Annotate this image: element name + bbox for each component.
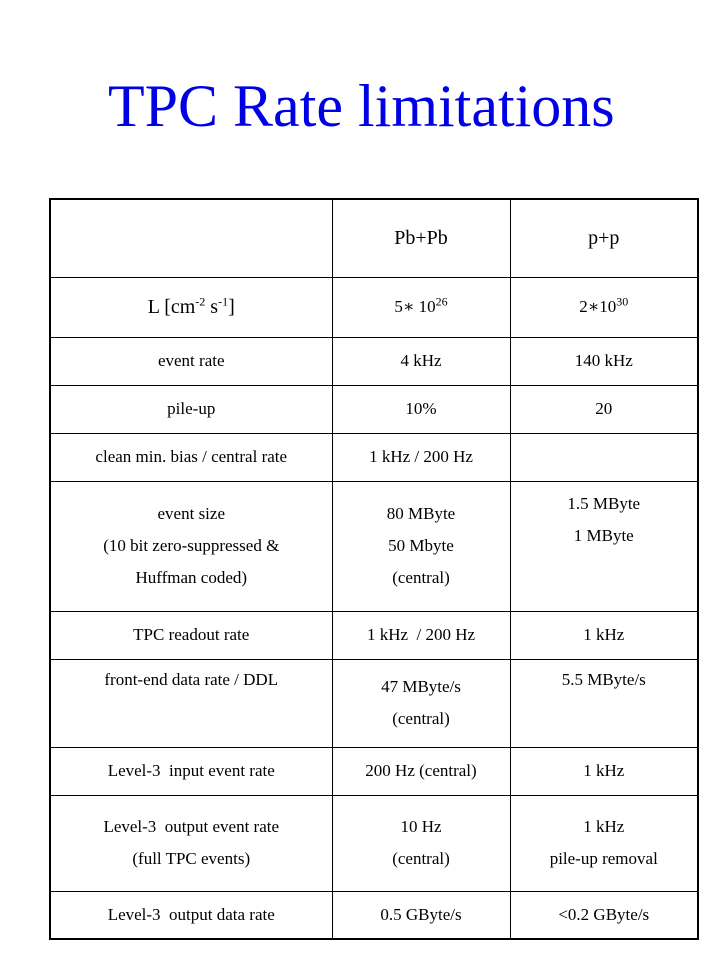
l3-output-event-pp: 1 kHz pile-up removal [510,795,698,891]
event-size-label: event size (10 bit zero-suppressed & Huffman coded) [50,481,332,611]
event-rate-label: event rate [50,337,332,385]
l3-input-pp: 1 kHz [510,747,698,795]
row-l3-output-data [50,891,698,939]
row-frontend [50,659,698,747]
header-corner-cell [50,199,332,277]
header-pbpb: Pb+Pb [332,199,510,277]
l3-output-data-label: Level-3 output data rate [50,891,332,939]
event-size-pp: 1.5 MByte 1 MByte [510,481,698,611]
event-rate-pp: 140 kHz [510,337,698,385]
event-size-pbpb: 80 MByte 50 Mbyte (central) [332,481,510,611]
l3-output-data-pp: <0.2 GByte/s [510,891,698,939]
tpc-readout-pbpb: 1 kHz / 200 Hz [332,611,510,659]
pile-up-label: pile-up [50,385,332,433]
header-row [50,199,698,277]
frontend-pbpb: 47 MByte/s (central) [332,659,510,747]
frontend-pp: 5.5 MByte/s [510,659,698,747]
row-event-rate [50,337,698,385]
l3-output-data-pbpb: 0.5 GByte/s [332,891,510,939]
row-l3-output-event [50,795,698,891]
clean-rate-pp [510,433,698,481]
rate-table [49,198,699,940]
frontend-label: front-end data rate / DDL [50,659,332,747]
event-rate-pbpb: 4 kHz [332,337,510,385]
clean-rate-pbpb: 1 kHz / 200 Hz [332,433,510,481]
row-tpc-readout [50,611,698,659]
row-l3-input [50,747,698,795]
l3-input-pbpb: 200 Hz (central) [332,747,510,795]
pile-up-pp: 20 [510,385,698,433]
clean-rate-label: clean min. bias / central rate [50,433,332,481]
tpc-readout-pp: 1 kHz [510,611,698,659]
pile-up-pbpb: 10% [332,385,510,433]
row-clean-rate [50,433,698,481]
luminosity-pbpb: 5∗ $10^{26}$ [332,277,510,337]
row-event-size [50,481,698,611]
l3-output-event-label: Level-3 output event rate (full TPC events) [50,795,332,891]
row-luminosity [50,277,698,337]
l3-output-event-pbpb: 10 Hz (central) [332,795,510,891]
slide-title: TPC Rate limitations [108,73,615,139]
luminosity-pp: $2∗10^{30}$ [510,277,698,337]
luminosity-label: L [$cm^{-2}$ $s^{-1}$] [50,277,332,337]
header-pp: p+p [510,199,698,277]
l3-input-label: Level-3 input event rate [50,747,332,795]
tpc-readout-label: TPC readout rate [50,611,332,659]
row-pile-up [50,385,698,433]
